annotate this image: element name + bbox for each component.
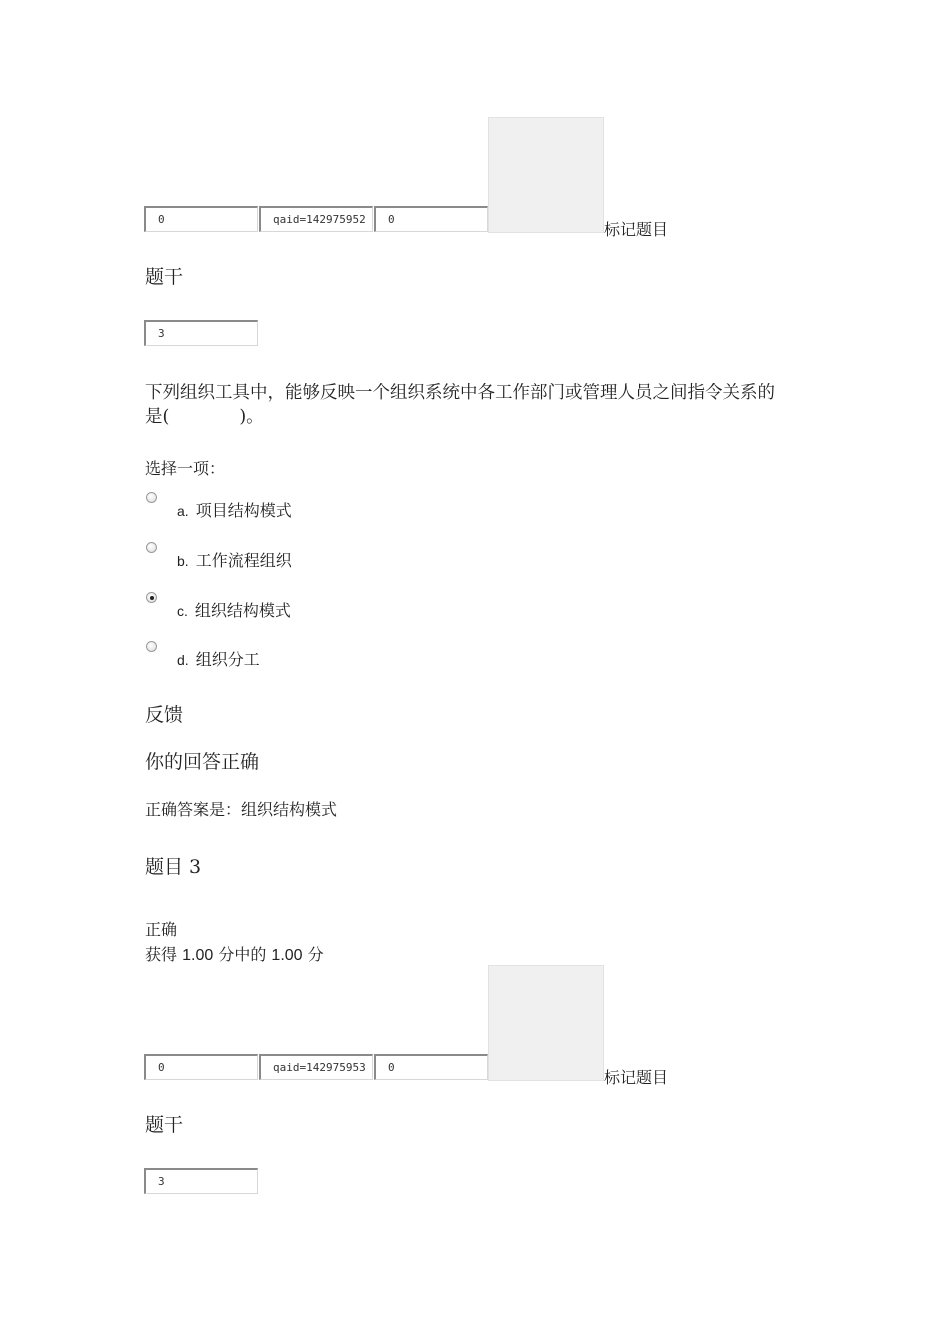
qaid-field[interactable]: qaid=142975952 [259, 206, 373, 232]
sequence-check-field[interactable]: 0 [144, 1054, 258, 1080]
flag-question-link[interactable]: 标记题目 [604, 1068, 669, 1087]
radio-d[interactable] [146, 641, 157, 652]
option-b-label: b. 工作流程组织 [177, 551, 292, 570]
correct-answer: 正确答案是：组织结构模式 [145, 800, 338, 819]
feedback-heading: 反馈 [145, 704, 184, 726]
stem-field[interactable]: 3 [144, 320, 258, 346]
question-score: 获得 1.00 分中的 1.00 分 [145, 945, 324, 964]
flag-state-field[interactable]: 0 [374, 1054, 488, 1080]
radio-c[interactable] [146, 592, 157, 603]
choose-one-label: 选择一项： [145, 459, 226, 478]
option-c-label: c. 组织结构模式 [177, 601, 291, 620]
feedback-result: 你的回答正确 [145, 751, 260, 773]
flag-image-placeholder [488, 965, 604, 1081]
question-3-title: 题目 3 [145, 856, 202, 878]
option-a-label: a. 项目结构模式 [177, 501, 292, 520]
flag-image-placeholder [488, 117, 604, 233]
flag-state-field[interactable]: 0 [374, 206, 488, 232]
question-text: 下列组织工具中，能够反映一个组织系统中各工作部门或管理人员之间指令关系的 是( )。 [145, 383, 845, 427]
sequence-check-field[interactable]: 0 [144, 206, 258, 232]
option-d-label: d. 组织分工 [177, 650, 260, 669]
radio-b[interactable] [146, 542, 157, 553]
stem-heading: 题干 [145, 1114, 184, 1136]
stem-heading: 题干 [145, 266, 184, 288]
radio-a[interactable] [146, 492, 157, 503]
stem-field[interactable]: 3 [144, 1168, 258, 1194]
qaid-field[interactable]: qaid=142975953 [259, 1054, 373, 1080]
flag-question-link[interactable]: 标记题目 [604, 220, 669, 239]
question-status: 正确 [145, 920, 178, 939]
